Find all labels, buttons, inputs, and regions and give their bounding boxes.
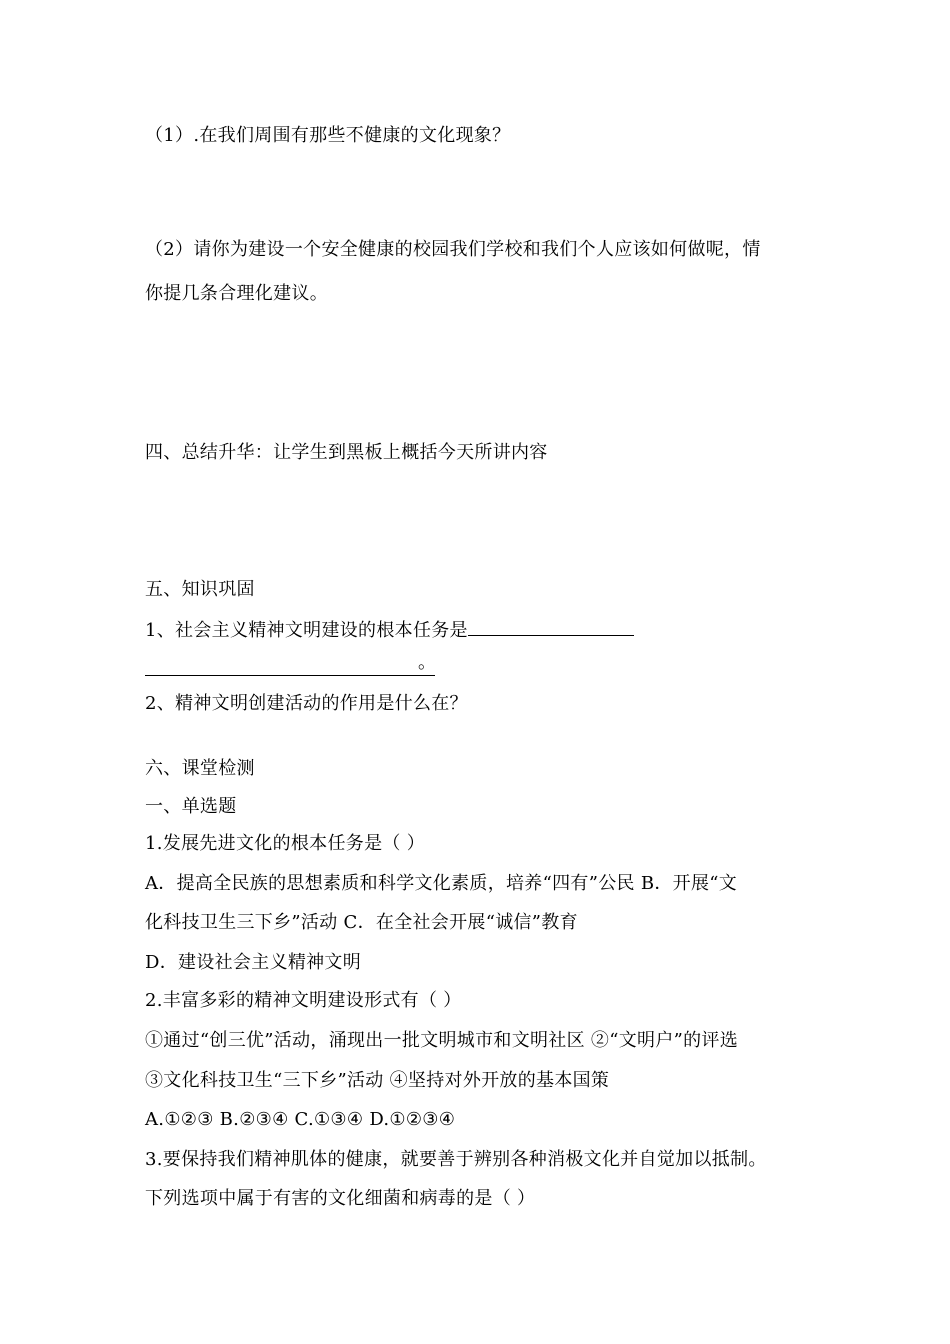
knowledge-item-1 bbox=[145, 617, 634, 643]
mc1-option-d: D．建设社会主义精神文明 bbox=[145, 952, 362, 973]
section-4-heading: 四、总结升华：让学生到黑板上概括今天所讲内容 bbox=[145, 442, 548, 463]
section-6-heading: 六、课堂检测 bbox=[145, 758, 255, 779]
section-5-heading: 五、知识巩固 bbox=[145, 579, 255, 600]
mc3-question-line-1: 3.要保持我们精神肌体的健康，就要善于辨别各种消极文化并自觉加以抵制。 bbox=[145, 1149, 767, 1170]
mc2-statements-line-1: ①通过“创三优”活动，涌现出一批文明城市和文明社区 ②“文明户”的评选 bbox=[145, 1030, 739, 1051]
fill-blank-1[interactable] bbox=[468, 617, 634, 636]
question-1: （1）.在我们周围有那些不健康的文化现象？ bbox=[145, 125, 511, 146]
mc3-question-line-2: 下列选项中属于有害的文化细菌和病毒的是（ ） bbox=[145, 1188, 536, 1209]
mc2-statements-line-2: ③文化科技卫生“三下乡”活动 ④坚持对外开放的基本国策 bbox=[145, 1070, 610, 1091]
mc2-options: A.①②③ B.②③④ C.①③④ D.①②③④ bbox=[145, 1109, 456, 1130]
question-2-line-2: 你提几条合理化建议。 bbox=[145, 283, 328, 304]
fill-blank-end-mark: 。 bbox=[418, 652, 436, 673]
question-2-line-1: （2）请你为建设一个安全健康的校园我们学校和我们个人应该如何做呢，情 bbox=[145, 239, 761, 260]
mc1-options-line-2: 化科技卫生三下乡”活动 C．在全社会开展“诚信”教育 bbox=[145, 912, 578, 933]
mc2-question: 2.丰富多彩的精神文明建设形式有（ ） bbox=[145, 990, 462, 1011]
knowledge-item-2: 2、精神文明创建活动的作用是什么在？ bbox=[145, 693, 468, 714]
subsection-single-choice: 一、单选题 bbox=[145, 796, 237, 817]
knowledge-item-1-text: 1、社会主义精神文明建设的根本任务是 bbox=[145, 620, 468, 641]
fill-blank-2[interactable] bbox=[145, 661, 435, 676]
mc1-options-line-1: A．提高全民族的思想素质和科学文化素质，培养“四有”公民 B．开展“文 bbox=[145, 873, 738, 894]
mc1-question: 1.发展先进文化的根本任务是（ ） bbox=[145, 833, 425, 854]
